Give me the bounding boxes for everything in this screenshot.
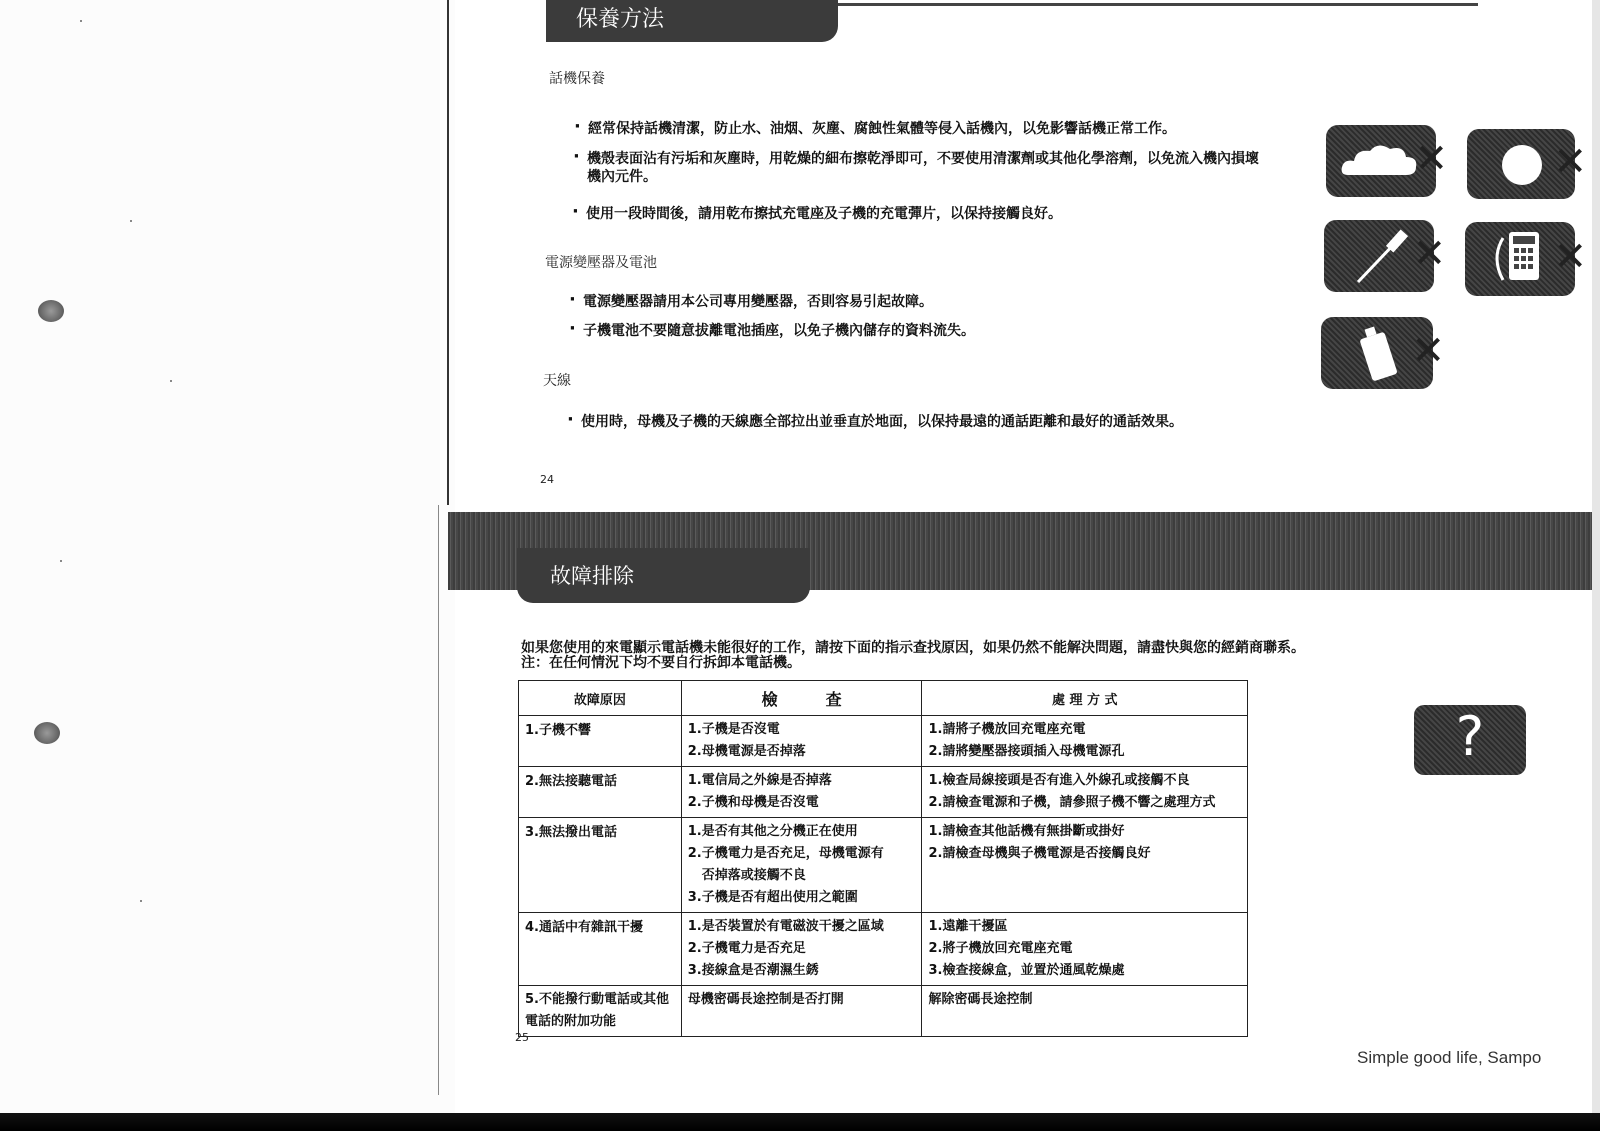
check-item: 1.電信局之外線是否掉落 <box>687 773 832 788</box>
section-title: 故障排除 <box>550 564 634 588</box>
scan-speck <box>140 900 142 902</box>
action-cell <box>922 818 1248 913</box>
binder-hole <box>34 722 60 744</box>
table-row <box>519 986 1248 1037</box>
check-item: 2.母機電源是否掉落 <box>687 744 806 759</box>
action-item: 解除密碼長途控制 <box>928 992 1033 1007</box>
prohibited-x-icon: ✕ <box>1414 136 1448 182</box>
action-item: 1.請檢查其他話機有無掛斷或掛好 <box>928 824 1125 839</box>
check-item: 2.子機電力是否充足 <box>687 941 806 956</box>
action-cell <box>922 716 1248 767</box>
check-item: 3.接線盒是否潮濕生銹 <box>687 963 819 978</box>
group-title: 天線 <box>543 373 571 389</box>
header-check: 檢 查 <box>681 681 922 716</box>
pictogram-no-disassembly <box>1324 220 1446 292</box>
action-item: 2.請檢查母機與子機電源是否接觸良好 <box>928 846 1151 861</box>
scan-speck <box>130 220 132 222</box>
scan-speck <box>60 560 62 562</box>
question-icon-box <box>1414 705 1526 775</box>
check-item: 1.是否裝置於有電磁波干擾之區域 <box>687 919 884 934</box>
table-row <box>519 818 1248 913</box>
scan-speck <box>80 20 82 22</box>
intro-text: 如果您使用的來電顯示電話機未能很好的工作，請按下面的指示查找原因，如果仍然不能解決問題，請盡快與您的經銷商聯系。 <box>521 640 1305 656</box>
prohibited-x-icon: ✕ <box>1411 328 1445 374</box>
bullet-text: · 電源變壓器請用本公司專用變壓器，否則容易引起故障。 <box>583 291 933 311</box>
action-cell <box>922 767 1248 818</box>
bullet-text: · 機殼表面沾有污垢和灰塵時，用乾燥的細布擦乾淨即可，不要使用清潔劑或其他化學溶劑，以免流入機內損壞 <box>587 148 1259 168</box>
table-row <box>519 913 1248 986</box>
check-item: 母機密碼長途控制是否打開 <box>687 992 844 1007</box>
cause-cell: 3.無法撥出電話 <box>519 818 682 913</box>
bullet-continuation: 機內元件。 <box>587 169 657 185</box>
page-spine <box>447 0 449 505</box>
check-item: 2.子機電力是否充足，母機電源有 <box>687 846 884 861</box>
action-item: 1.檢查局線接頭是否有進入外線孔或接觸不良 <box>928 773 1190 788</box>
prohibited-x-icon: ✕ <box>1553 234 1587 280</box>
action-item: 1.請將子機放回充電座充電 <box>928 722 1086 737</box>
table-row <box>519 767 1248 818</box>
table-row <box>519 716 1248 767</box>
check-cell <box>681 913 922 986</box>
page-number: 25 <box>515 1031 529 1044</box>
check-item: 1.子機是否沒電 <box>687 722 780 737</box>
bullet-text: · 經常保持話機清潔，防止水、油烟、灰塵、腐蝕性氣體等侵入話機內，以免影響話機正常工作。 <box>588 118 1176 138</box>
header-action: 處 理 方 式 <box>922 681 1248 716</box>
action-item: 3.檢查接線盒，並置於通風乾燥處 <box>928 963 1125 978</box>
note-text: 注：在任何情況下均不要自行拆卸本電話機。 <box>521 655 801 671</box>
bullet-text: · 子機電池不要隨意拔離電池插座，以免子機內儲存的資料流失。 <box>583 320 975 340</box>
cause-cell: 5.不能撥行動電話或其他電話的附加功能 <box>519 986 682 1037</box>
header-rule <box>838 3 1478 6</box>
page-spine <box>438 505 439 1095</box>
prohibited-x-icon: ✕ <box>1553 139 1587 185</box>
prohibited-x-icon: ✕ <box>1412 231 1446 277</box>
pictogram-no-water-phone <box>1465 222 1587 296</box>
section-header-maintenance <box>546 0 838 42</box>
pictogram-no-sunlight <box>1467 129 1587 199</box>
action-item: 2.請檢查電源和子機，請參照子機不響之處理方式 <box>928 795 1216 810</box>
group-title: 電源變壓器及電池 <box>545 255 657 271</box>
cause-cell: 4.通話中有雜訊干擾 <box>519 913 682 986</box>
section-header-troubleshooting <box>517 548 810 603</box>
page-edge <box>1592 0 1600 1113</box>
action-item: 2.將子機放回充電座充電 <box>928 941 1073 956</box>
pictogram-no-moisture <box>1326 125 1448 197</box>
action-item: 2.請將變壓器接頭插入母機電源孔 <box>928 744 1125 759</box>
table-header-row <box>519 681 1248 716</box>
check-item: 2.子機和母機是否沒電 <box>687 795 819 810</box>
action-item: 1.遠離干擾區 <box>928 919 1008 934</box>
scan-speck <box>170 380 172 382</box>
check-cell <box>681 767 922 818</box>
brand-slogan: Simple good life, Sampo <box>1357 1048 1542 1067</box>
binder-hole <box>38 300 64 322</box>
page-number: 24 <box>540 473 554 486</box>
check-cell <box>681 818 922 913</box>
blank-left-margin <box>0 0 455 1131</box>
check-item: 3.子機是否有超出使用之範圍 <box>687 890 858 905</box>
bullet-text: · 使用時，母機及子機的天線應全部拉出並垂直於地面，以保持最遠的通話距離和最好的通話效果。 <box>581 411 1183 431</box>
group-title: 話機保養 <box>549 71 605 87</box>
check-cell <box>681 716 922 767</box>
cause-cell: 2.無法接聽電話 <box>519 767 682 818</box>
question-mark-icon: ? <box>1455 705 1485 768</box>
check-cell <box>681 986 922 1037</box>
section-title: 保養方法 <box>576 7 665 32</box>
check-item: 1.是否有其他之分機正在使用 <box>687 824 858 839</box>
action-cell <box>922 986 1248 1037</box>
troubleshooting-table <box>518 680 1248 1037</box>
pictogram-no-chemicals <box>1321 317 1445 389</box>
scanner-edge-bar <box>0 1113 1600 1131</box>
header-cause: 故障原因 <box>519 681 682 716</box>
check-item: 否掉落或接觸不良 <box>701 868 806 883</box>
action-cell <box>922 913 1248 986</box>
bullet-text: · 使用一段時間後，請用乾布擦拭充電座及子機的充電彈片，以保持接觸良好。 <box>586 203 1062 223</box>
cause-cell: 1.子機不響 <box>519 716 682 767</box>
